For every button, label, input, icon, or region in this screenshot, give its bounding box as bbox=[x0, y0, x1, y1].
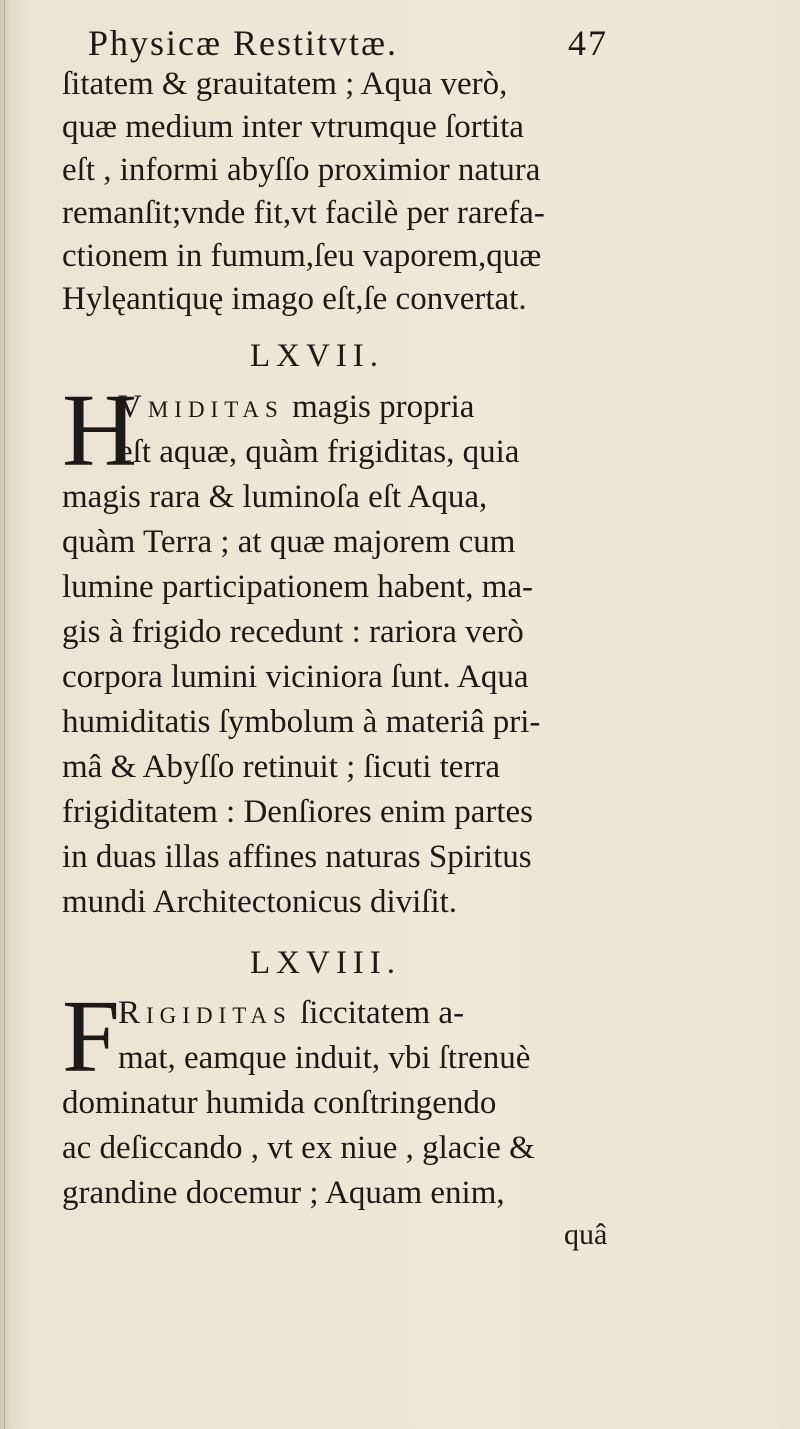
first-line-rest: ſiccitatem a- bbox=[291, 995, 465, 1031]
text-line bbox=[118, 387, 474, 427]
first-line-rest: magis propria bbox=[283, 389, 475, 425]
text-line: ctionem in fumum,ſeu vaporem,quæ bbox=[62, 238, 542, 274]
section-heading-67: LXVII. bbox=[250, 338, 385, 374]
drop-cap-h: H bbox=[62, 388, 138, 474]
text-line: quæ medium inter vtrumque ſortita bbox=[62, 109, 524, 145]
text-line: mâ & Abyſſo retinuit ; ſicuti terra bbox=[62, 749, 501, 785]
section-heading-68: LXVIII. bbox=[250, 945, 402, 981]
text-line: frigiditatem : Denſiores enim partes bbox=[62, 794, 534, 830]
text-line: corpora lumini viciniora ſunt. Aqua bbox=[62, 659, 529, 695]
text-line: eſt , informi abyſſo proximior natura bbox=[62, 152, 541, 188]
text-line: magis rara & luminoſa eſt Aqua, bbox=[62, 479, 488, 515]
text-line: mat, eamque induit, vbi ſtrenuè bbox=[118, 1040, 531, 1076]
text-line: ac deſiccando , vt ex niue , glacie & bbox=[62, 1130, 535, 1166]
running-title: Physicæ Restitvtæ. bbox=[88, 23, 399, 63]
first-word: Vmiditas bbox=[118, 389, 284, 425]
text-line: dominatur humida conſtringendo bbox=[62, 1085, 497, 1121]
text-line: mundi Architectonicus diviſit. bbox=[62, 884, 458, 920]
text-line: lumine participationem habent, ma- bbox=[62, 569, 534, 605]
drop-cap-f: F bbox=[62, 994, 120, 1080]
text-line: gis à frigido recedunt : rariora verò bbox=[62, 614, 524, 650]
text-line bbox=[118, 993, 464, 1033]
text-line: ſitatem & grauitatem ; Aqua verò, bbox=[62, 66, 508, 102]
running-head bbox=[88, 22, 608, 64]
text-line: eſt aquæ, quàm frigiditas, quia bbox=[118, 434, 520, 470]
page-number: 47 bbox=[568, 23, 608, 63]
page-gutter-edge bbox=[4, 0, 5, 1429]
text-line: remanſit;vnde fit,vt facilè per rarefa- bbox=[62, 195, 545, 231]
catchword: quâ bbox=[564, 1218, 608, 1251]
first-word: Rigiditas bbox=[118, 995, 292, 1031]
text-line: in duas illas affines naturas Spiritus bbox=[62, 839, 532, 875]
text-line: humiditatis ſymbolum à materiâ pri- bbox=[62, 704, 541, 740]
text-line: grandine docemur ; Aquam enim, bbox=[62, 1175, 505, 1211]
text-line: Hylęantiquę imago eſt,ſe convertat. bbox=[62, 281, 527, 317]
text-line: quàm Terra ; at quæ majorem cum bbox=[62, 524, 516, 560]
